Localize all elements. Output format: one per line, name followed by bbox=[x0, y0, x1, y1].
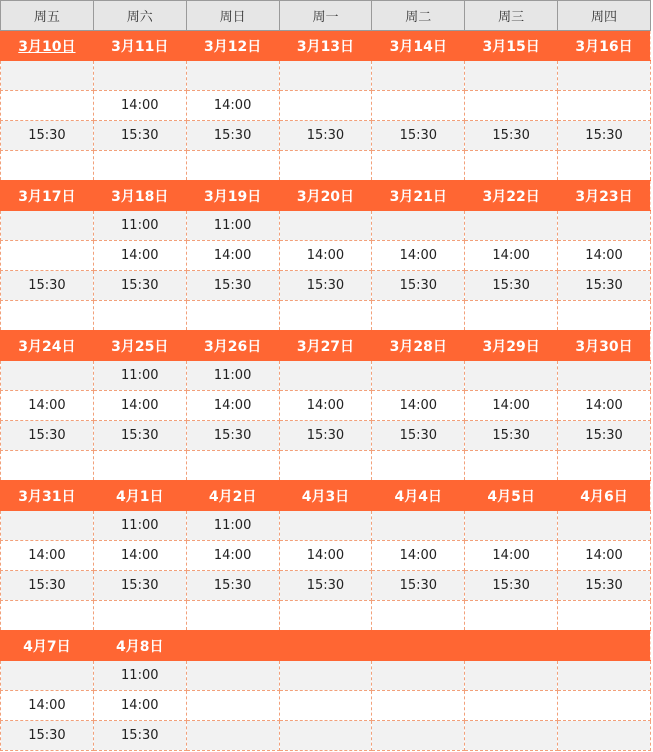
time-slot-cell: 15:30 bbox=[186, 121, 279, 151]
time-slot-cell bbox=[279, 451, 372, 481]
time-slot-cell bbox=[372, 511, 465, 541]
time-slot-cell: 14:00 bbox=[279, 541, 372, 571]
time-slot-cell bbox=[93, 61, 186, 91]
time-slot-cell bbox=[465, 361, 558, 391]
date-cell bbox=[279, 631, 372, 661]
time-slot-cell bbox=[93, 601, 186, 631]
time-slot-cell: 14:00 bbox=[372, 241, 465, 271]
time-slot-cell bbox=[186, 451, 279, 481]
time-slot-row bbox=[1, 271, 651, 301]
time-slot-cell bbox=[1, 241, 94, 271]
time-slot-cell bbox=[1, 451, 94, 481]
time-slot-cell: 15:30 bbox=[372, 421, 465, 451]
time-slot-cell: 11:00 bbox=[186, 511, 279, 541]
time-slot-cell: 14:00 bbox=[558, 391, 651, 421]
date-cell bbox=[372, 631, 465, 661]
time-slot-cell bbox=[186, 601, 279, 631]
date-cell: 4月2日 bbox=[186, 481, 279, 511]
date-cell: 3月17日 bbox=[1, 181, 94, 211]
time-slot-cell: 14:00 bbox=[279, 391, 372, 421]
time-slot-cell bbox=[372, 721, 465, 751]
time-slot-cell bbox=[1, 61, 94, 91]
time-slot-cell: 14:00 bbox=[465, 541, 558, 571]
time-slot-cell bbox=[372, 91, 465, 121]
time-slot-row bbox=[1, 241, 651, 271]
date-cell: 4月6日 bbox=[558, 481, 651, 511]
time-slot-cell: 14:00 bbox=[93, 691, 186, 721]
date-cell: 3月22日 bbox=[465, 181, 558, 211]
time-slot-cell bbox=[558, 691, 651, 721]
time-slot-cell bbox=[372, 211, 465, 241]
time-slot-cell: 14:00 bbox=[93, 541, 186, 571]
time-slot-cell: 14:00 bbox=[372, 541, 465, 571]
time-slot-cell: 15:30 bbox=[558, 271, 651, 301]
time-slot-cell: 14:00 bbox=[1, 541, 94, 571]
date-cell: 3月18日 bbox=[93, 181, 186, 211]
time-slot-cell bbox=[372, 601, 465, 631]
date-cell: 3月19日 bbox=[186, 181, 279, 211]
time-slot-cell: 11:00 bbox=[93, 661, 186, 691]
time-slot-cell bbox=[465, 301, 558, 331]
time-slot-cell: 14:00 bbox=[93, 91, 186, 121]
time-slot-cell bbox=[372, 301, 465, 331]
date-cell: 3月28日 bbox=[372, 331, 465, 361]
date-cell: 4月8日 bbox=[93, 631, 186, 661]
time-slot-cell bbox=[465, 511, 558, 541]
time-slot-cell: 14:00 bbox=[186, 541, 279, 571]
time-slot-cell: 11:00 bbox=[186, 361, 279, 391]
time-slot-cell: 15:30 bbox=[93, 271, 186, 301]
date-cell: 3月23日 bbox=[558, 181, 651, 211]
time-slot-cell bbox=[279, 211, 372, 241]
time-slot-row bbox=[1, 151, 651, 181]
time-slot-row bbox=[1, 661, 651, 691]
time-slot-cell bbox=[186, 61, 279, 91]
time-slot-cell bbox=[1, 301, 94, 331]
time-slot-cell: 15:30 bbox=[465, 571, 558, 601]
time-slot-cell: 15:30 bbox=[1, 571, 94, 601]
time-slot-cell: 15:30 bbox=[279, 121, 372, 151]
time-slot-cell: 15:30 bbox=[465, 271, 558, 301]
time-slot-row bbox=[1, 391, 651, 421]
date-cell: 3月13日 bbox=[279, 31, 372, 61]
time-slot-cell: 15:30 bbox=[372, 121, 465, 151]
time-slot-cell bbox=[372, 61, 465, 91]
time-slot-cell bbox=[279, 691, 372, 721]
time-slot-cell: 11:00 bbox=[93, 511, 186, 541]
time-slot-cell: 14:00 bbox=[372, 391, 465, 421]
time-slot-cell bbox=[279, 61, 372, 91]
date-cell: 4月4日 bbox=[372, 481, 465, 511]
time-slot-cell: 11:00 bbox=[93, 361, 186, 391]
weekday-header-row bbox=[1, 1, 651, 31]
time-slot-cell: 15:30 bbox=[465, 421, 558, 451]
time-slot-row bbox=[1, 451, 651, 481]
time-slot-cell bbox=[372, 661, 465, 691]
time-slot-row bbox=[1, 541, 651, 571]
date-cell: 3月16日 bbox=[558, 31, 651, 61]
date-row bbox=[1, 331, 651, 361]
time-slot-cell bbox=[465, 451, 558, 481]
time-slot-cell bbox=[279, 661, 372, 691]
weekday-header-cell: 周一 bbox=[279, 1, 372, 31]
time-slot-cell bbox=[558, 301, 651, 331]
time-slot-cell bbox=[465, 151, 558, 181]
time-slot-cell: 15:30 bbox=[465, 121, 558, 151]
time-slot-cell bbox=[558, 61, 651, 91]
date-cell bbox=[186, 631, 279, 661]
date-cell: 3月12日 bbox=[186, 31, 279, 61]
time-slot-cell bbox=[93, 151, 186, 181]
time-slot-row bbox=[1, 91, 651, 121]
time-slot-cell: 11:00 bbox=[93, 211, 186, 241]
date-cell: 3月21日 bbox=[372, 181, 465, 211]
time-slot-row bbox=[1, 691, 651, 721]
time-slot-cell bbox=[465, 61, 558, 91]
date-cell: 3月14日 bbox=[372, 31, 465, 61]
time-slot-cell bbox=[558, 661, 651, 691]
time-slot-cell: 14:00 bbox=[93, 241, 186, 271]
time-slot-cell bbox=[279, 601, 372, 631]
time-slot-cell: 14:00 bbox=[465, 241, 558, 271]
time-slot-row bbox=[1, 61, 651, 91]
time-slot-row bbox=[1, 211, 651, 241]
time-slot-cell bbox=[93, 301, 186, 331]
time-slot-cell: 11:00 bbox=[186, 211, 279, 241]
date-row bbox=[1, 631, 651, 661]
date-cell: 3月25日 bbox=[93, 331, 186, 361]
time-slot-row bbox=[1, 601, 651, 631]
weekday-header-cell: 周五 bbox=[1, 1, 94, 31]
time-slot-cell: 15:30 bbox=[1, 271, 94, 301]
date-row bbox=[1, 481, 651, 511]
weekday-header-cell: 周三 bbox=[465, 1, 558, 31]
date-cell: 3月26日 bbox=[186, 331, 279, 361]
weekday-header-cell: 周四 bbox=[558, 1, 651, 31]
time-slot-cell bbox=[558, 151, 651, 181]
time-slot-cell bbox=[1, 601, 94, 631]
date-cell: 3月31日 bbox=[1, 481, 94, 511]
time-slot-cell bbox=[465, 211, 558, 241]
time-slot-cell: 15:30 bbox=[279, 421, 372, 451]
weekday-header-cell: 周日 bbox=[186, 1, 279, 31]
date-row bbox=[1, 181, 651, 211]
date-cell bbox=[558, 631, 651, 661]
time-slot-cell: 15:30 bbox=[558, 421, 651, 451]
time-slot-cell: 14:00 bbox=[186, 91, 279, 121]
date-cell: 4月1日 bbox=[93, 481, 186, 511]
time-slot-cell bbox=[558, 211, 651, 241]
time-slot-cell bbox=[1, 151, 94, 181]
time-slot-cell bbox=[465, 721, 558, 751]
time-slot-cell bbox=[279, 511, 372, 541]
time-slot-cell bbox=[279, 91, 372, 121]
time-slot-cell bbox=[558, 511, 651, 541]
time-slot-cell bbox=[186, 721, 279, 751]
time-slot-row bbox=[1, 721, 651, 751]
date-cell: 4月7日 bbox=[1, 631, 94, 661]
time-slot-cell: 15:30 bbox=[279, 271, 372, 301]
time-slot-cell bbox=[93, 451, 186, 481]
time-slot-cell: 14:00 bbox=[93, 391, 186, 421]
time-slot-cell bbox=[558, 451, 651, 481]
time-slot-cell bbox=[186, 301, 279, 331]
date-cell: 3月10日 bbox=[1, 31, 94, 61]
time-slot-cell: 15:30 bbox=[1, 121, 94, 151]
time-slot-row bbox=[1, 421, 651, 451]
time-slot-cell bbox=[1, 91, 94, 121]
time-slot-cell bbox=[1, 511, 94, 541]
date-cell: 3月30日 bbox=[558, 331, 651, 361]
time-slot-cell bbox=[372, 151, 465, 181]
date-cell: 3月11日 bbox=[93, 31, 186, 61]
time-slot-cell: 15:30 bbox=[1, 721, 94, 751]
schedule-body bbox=[1, 1, 651, 751]
time-slot-cell: 15:30 bbox=[93, 421, 186, 451]
date-cell: 3月27日 bbox=[279, 331, 372, 361]
date-cell: 4月5日 bbox=[465, 481, 558, 511]
time-slot-cell: 15:30 bbox=[186, 271, 279, 301]
date-cell: 3月15日 bbox=[465, 31, 558, 61]
time-slot-row bbox=[1, 511, 651, 541]
time-slot-cell bbox=[372, 691, 465, 721]
time-slot-cell: 15:30 bbox=[93, 571, 186, 601]
time-slot-cell bbox=[279, 721, 372, 751]
time-slot-cell bbox=[279, 151, 372, 181]
time-slot-cell: 15:30 bbox=[186, 421, 279, 451]
date-row bbox=[1, 31, 651, 61]
time-slot-cell: 14:00 bbox=[558, 541, 651, 571]
time-slot-cell: 14:00 bbox=[186, 241, 279, 271]
time-slot-cell: 15:30 bbox=[558, 571, 651, 601]
date-cell: 3月29日 bbox=[465, 331, 558, 361]
time-slot-cell: 14:00 bbox=[465, 391, 558, 421]
time-slot-cell: 14:00 bbox=[279, 241, 372, 271]
time-slot-cell: 15:30 bbox=[93, 121, 186, 151]
time-slot-cell bbox=[465, 601, 558, 631]
time-slot-cell bbox=[465, 691, 558, 721]
time-slot-cell bbox=[1, 661, 94, 691]
time-slot-cell: 15:30 bbox=[372, 271, 465, 301]
time-slot-cell: 15:30 bbox=[1, 421, 94, 451]
time-slot-cell bbox=[186, 151, 279, 181]
time-slot-cell: 15:30 bbox=[186, 571, 279, 601]
time-slot-cell bbox=[372, 361, 465, 391]
time-slot-cell bbox=[558, 91, 651, 121]
date-cell: 4月3日 bbox=[279, 481, 372, 511]
time-slot-cell bbox=[186, 661, 279, 691]
weekday-header-cell: 周二 bbox=[372, 1, 465, 31]
time-slot-cell bbox=[558, 361, 651, 391]
time-slot-cell bbox=[465, 91, 558, 121]
time-slot-cell: 15:30 bbox=[93, 721, 186, 751]
time-slot-row bbox=[1, 571, 651, 601]
time-slot-cell: 14:00 bbox=[1, 391, 94, 421]
date-cell: 3月24日 bbox=[1, 331, 94, 361]
time-slot-cell: 14:00 bbox=[1, 691, 94, 721]
time-slot-cell bbox=[279, 301, 372, 331]
time-slot-cell: 14:00 bbox=[558, 241, 651, 271]
time-slot-cell bbox=[558, 601, 651, 631]
time-slot-row bbox=[1, 301, 651, 331]
time-slot-cell bbox=[558, 721, 651, 751]
date-cell: 3月20日 bbox=[279, 181, 372, 211]
time-slot-cell bbox=[372, 451, 465, 481]
time-slot-cell: 15:30 bbox=[558, 121, 651, 151]
time-slot-cell bbox=[186, 691, 279, 721]
time-slot-cell bbox=[1, 211, 94, 241]
time-slot-cell bbox=[1, 361, 94, 391]
date-cell bbox=[465, 631, 558, 661]
time-slot-cell bbox=[465, 661, 558, 691]
time-slot-cell: 15:30 bbox=[279, 571, 372, 601]
time-slot-row bbox=[1, 121, 651, 151]
time-slot-cell bbox=[279, 361, 372, 391]
time-slot-cell: 14:00 bbox=[186, 391, 279, 421]
time-slot-row bbox=[1, 361, 651, 391]
weekday-header-cell: 周六 bbox=[93, 1, 186, 31]
time-slot-cell: 15:30 bbox=[372, 571, 465, 601]
